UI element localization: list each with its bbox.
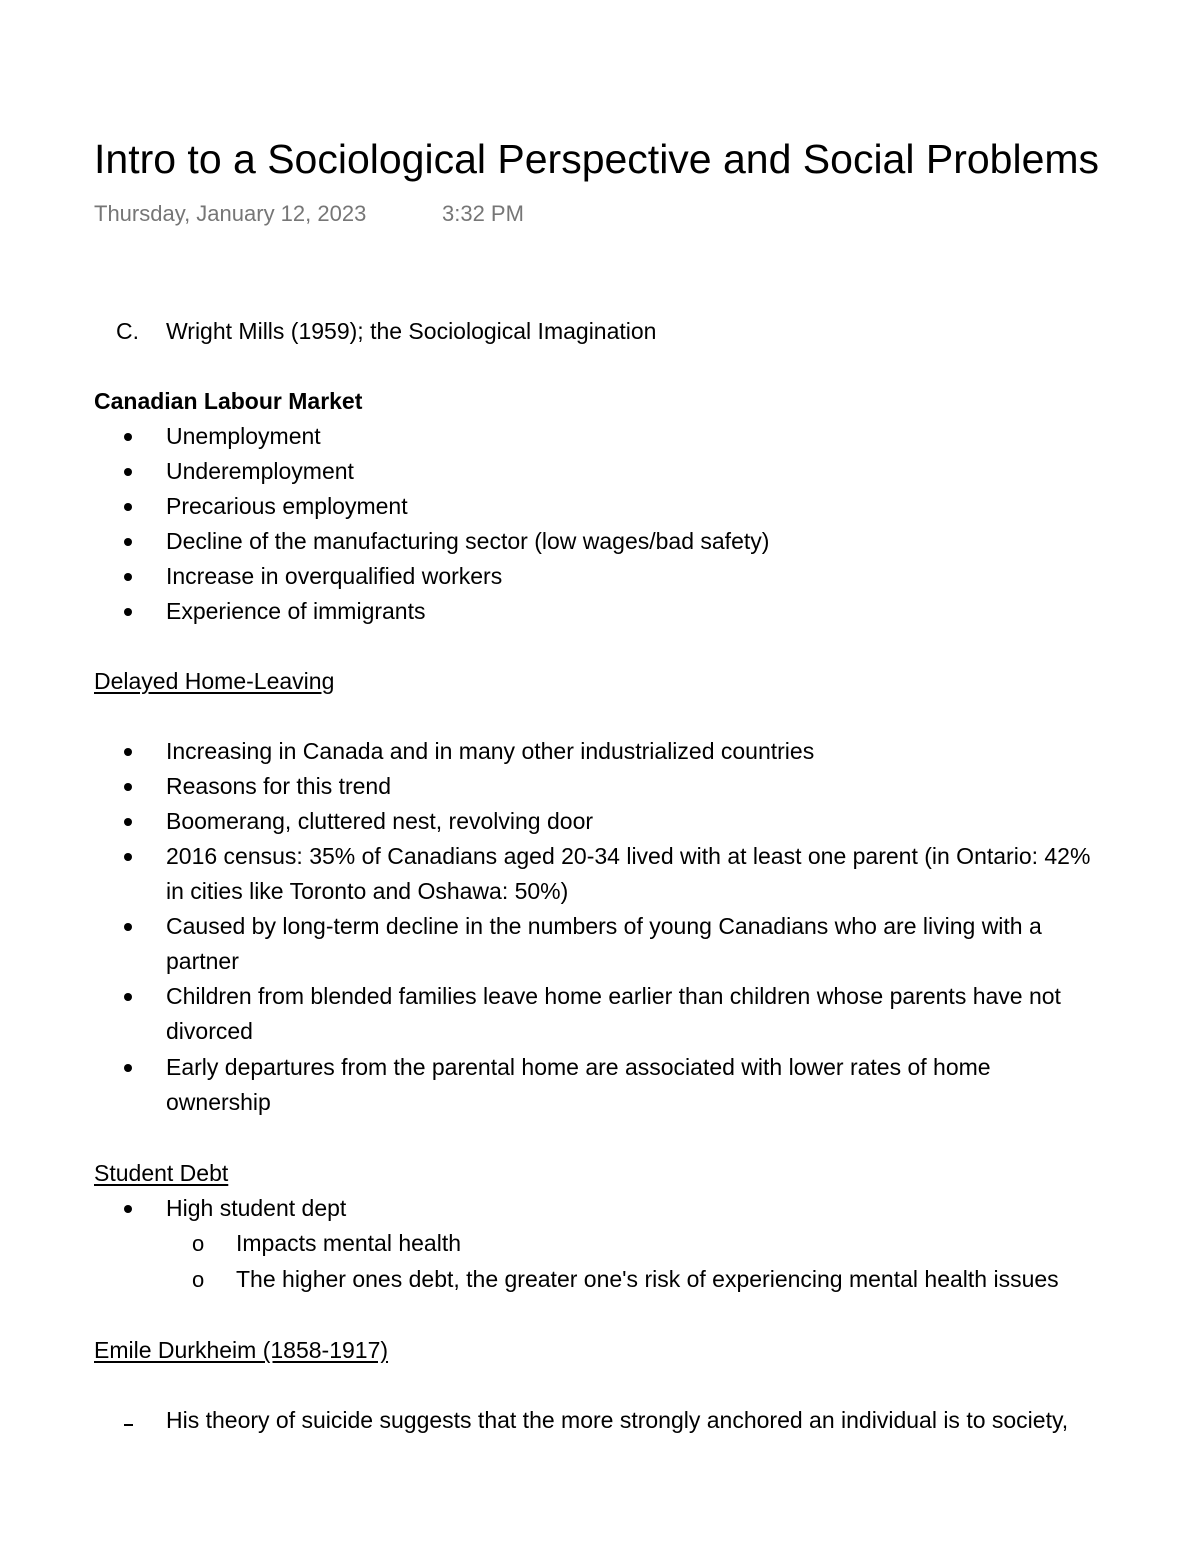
list-item: His theory of suicide suggests that the more strongly anchored an individual is to society, bbox=[166, 1407, 1069, 1433]
bullet-icon bbox=[124, 538, 132, 546]
bullet-icon bbox=[124, 433, 132, 441]
list-item-continuation: in cities like Toronto and Oshawa: 50%) bbox=[166, 878, 569, 904]
sub-bullet-icon: o bbox=[192, 1231, 205, 1256]
section-heading-labour-market: Canadian Labour Market bbox=[94, 388, 363, 414]
bullet-icon bbox=[124, 1064, 132, 1072]
section-heading-home-leaving: Delayed Home-Leaving bbox=[94, 668, 335, 694]
intro-item-text: Wright Mills (1959); the Sociological Imagination bbox=[166, 318, 657, 344]
list-item: Children from blended families leave home earlier than children whose parents have not bbox=[166, 983, 1061, 1009]
dash-bullet-icon bbox=[124, 1424, 133, 1426]
bullet-icon bbox=[124, 1205, 132, 1213]
list-item: Reasons for this trend bbox=[166, 773, 392, 799]
list-item: Underemployment bbox=[166, 458, 354, 484]
section-heading-durkheim: Emile Durkheim (1858-1917) bbox=[94, 1337, 389, 1363]
page-date: Thursday, January 12, 2023 bbox=[94, 201, 367, 226]
bullet-icon bbox=[124, 573, 132, 581]
sub-bullet-icon: o bbox=[192, 1267, 205, 1292]
bullet-icon bbox=[124, 818, 132, 826]
bullet-icon bbox=[124, 783, 132, 791]
bullet-icon bbox=[124, 993, 132, 1001]
bullet-icon bbox=[124, 503, 132, 511]
sub-list-item: Impacts mental health bbox=[236, 1230, 462, 1256]
list-item-continuation: ownership bbox=[166, 1089, 271, 1115]
bullet-icon bbox=[124, 923, 132, 931]
bullet-icon bbox=[124, 468, 132, 476]
bullet-icon bbox=[124, 853, 132, 861]
list-item: High student dept bbox=[166, 1195, 347, 1221]
list-item: Unemployment bbox=[166, 423, 321, 449]
list-item: Experience of immigrants bbox=[166, 598, 426, 624]
page-time: 3:32 PM bbox=[442, 201, 524, 226]
bullet-icon bbox=[124, 748, 132, 756]
list-item: Precarious employment bbox=[166, 493, 408, 519]
list-item: 2016 census: 35% of Canadians aged 20-34 lived with at least one parent (in Ontario: 42% bbox=[166, 843, 1091, 869]
list-item: Increase in overqualified workers bbox=[166, 563, 503, 589]
bullet-icon bbox=[124, 608, 132, 616]
list-item: Caused by long-term decline in the numbers of young Canadians who are living with a bbox=[166, 913, 1042, 939]
list-item: Increasing in Canada and in many other industrialized countries bbox=[166, 738, 815, 764]
list-item: Boomerang, cluttered nest, revolving door bbox=[166, 808, 594, 834]
list-marker: C. bbox=[116, 318, 139, 344]
sub-list-item: The higher ones debt, the greater one's risk of experiencing mental health issues bbox=[236, 1266, 1059, 1292]
list-item-continuation: partner bbox=[166, 948, 239, 974]
section-heading-student-debt: Student Debt bbox=[94, 1160, 229, 1186]
list-item: Decline of the manufacturing sector (low wages/bad safety) bbox=[166, 528, 770, 554]
page-title: Intro to a Sociological Perspective and Social Problems bbox=[94, 136, 1100, 182]
list-item: Early departures from the parental home are associated with lower rates of home bbox=[166, 1054, 991, 1080]
list-item-continuation: divorced bbox=[166, 1018, 253, 1044]
